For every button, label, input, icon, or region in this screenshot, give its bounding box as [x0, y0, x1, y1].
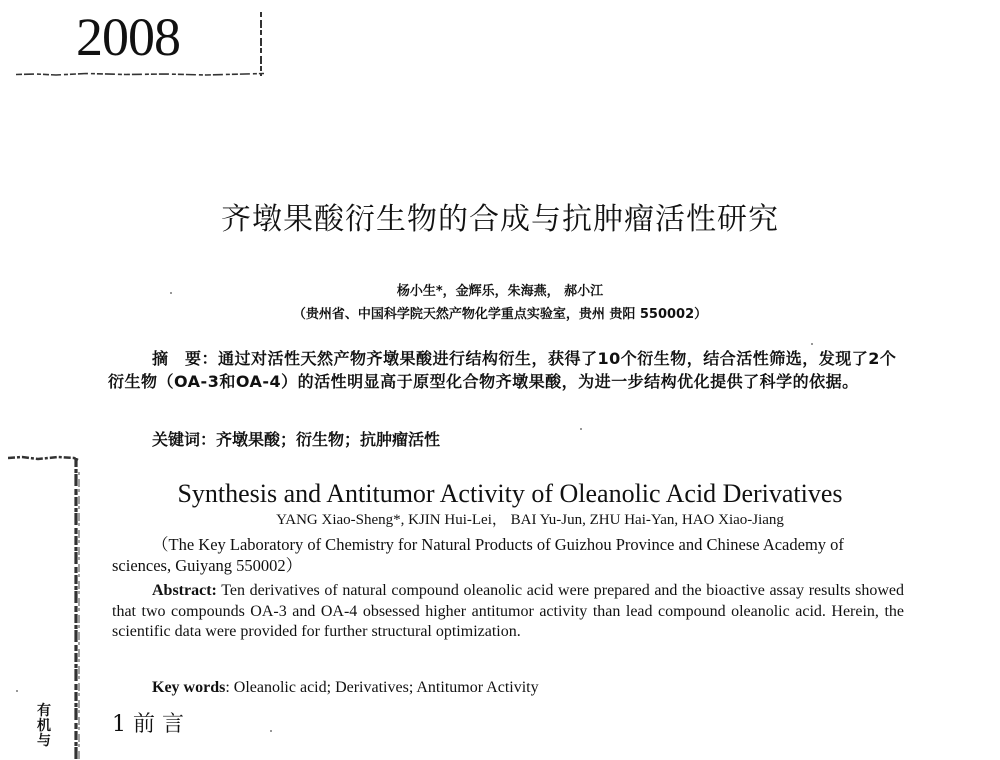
authors-cn: 杨小生*，金辉乐，朱海燕， 郝小江 — [396, 284, 604, 299]
authors-en: YANG Xiao-Sheng*, KJIN Hui-Lei， BAI Yu-Jun, ZHU Hai-Yan, HAO Xiao-Jiang — [276, 512, 784, 528]
abstract-label-cn: 摘 要： — [152, 349, 219, 368]
abstract-label-en: Abstract: — [152, 582, 217, 599]
scan-speck — [16, 690, 18, 692]
keywords-en — [152, 677, 912, 699]
scan-speck — [811, 343, 813, 345]
keywords-cn — [152, 429, 912, 451]
journal-year: 2008 — [76, 7, 180, 67]
side-tab-label: 有机与 — [37, 703, 51, 749]
header-rule — [16, 72, 264, 76]
paper-title-cn: 齐墩果酸衍生物的合成与抗肿瘤活性研究 — [221, 202, 779, 237]
keywords-label-cn: 关键词： — [152, 430, 217, 449]
scan-speck — [270, 730, 272, 732]
keywords-text-cn: 齐墩果酸；衍生物；抗肿瘤活性 — [216, 430, 441, 449]
section-heading-introduction: 1 前 言 — [112, 712, 184, 737]
header-tick — [258, 12, 264, 76]
scan-speck — [170, 292, 172, 294]
keywords-text-en: : Oleanolic acid; Derivatives; Antitumor Activity — [225, 679, 539, 696]
abstract-en — [112, 581, 904, 643]
abstract-text-en: Ten derivatives of natural compound oleanolic acid were prepared and the bioactive assay results showed that two compounds OA-3 and OA-4 obsessed higher antitumor activity than lead compound oleanolic acid. Herein, the scientific data were provided for further structural optimization. — [112, 582, 904, 640]
scan-speck — [580, 428, 582, 430]
affiliation-cn: （贵州省、中国科学院天然产物化学重点实验室，贵州 贵阳 550002） — [292, 307, 708, 322]
paper-title-en: Synthesis and Antitumor Activity of Oleanolic Acid Derivatives — [177, 479, 843, 508]
abstract-cn — [108, 347, 904, 393]
abstract-text-cn: 通过对活性天然产物齐墩果酸进行结构衍生，获得了10个衍生物，结合活性筛选，发现了2个衍生物（OA-3和OA-4）的活性明显高于原型化合物齐墩果酸，为进一步结构优化提供了科学的依据。 — [108, 349, 897, 391]
affiliation-en: （The Key Laboratory of Chemistry for Natural Products of Guizhou Province and Chinese Academy of sciences, Guiyang 550002） — [112, 535, 844, 575]
keywords-label-en: Key words — [152, 679, 226, 696]
